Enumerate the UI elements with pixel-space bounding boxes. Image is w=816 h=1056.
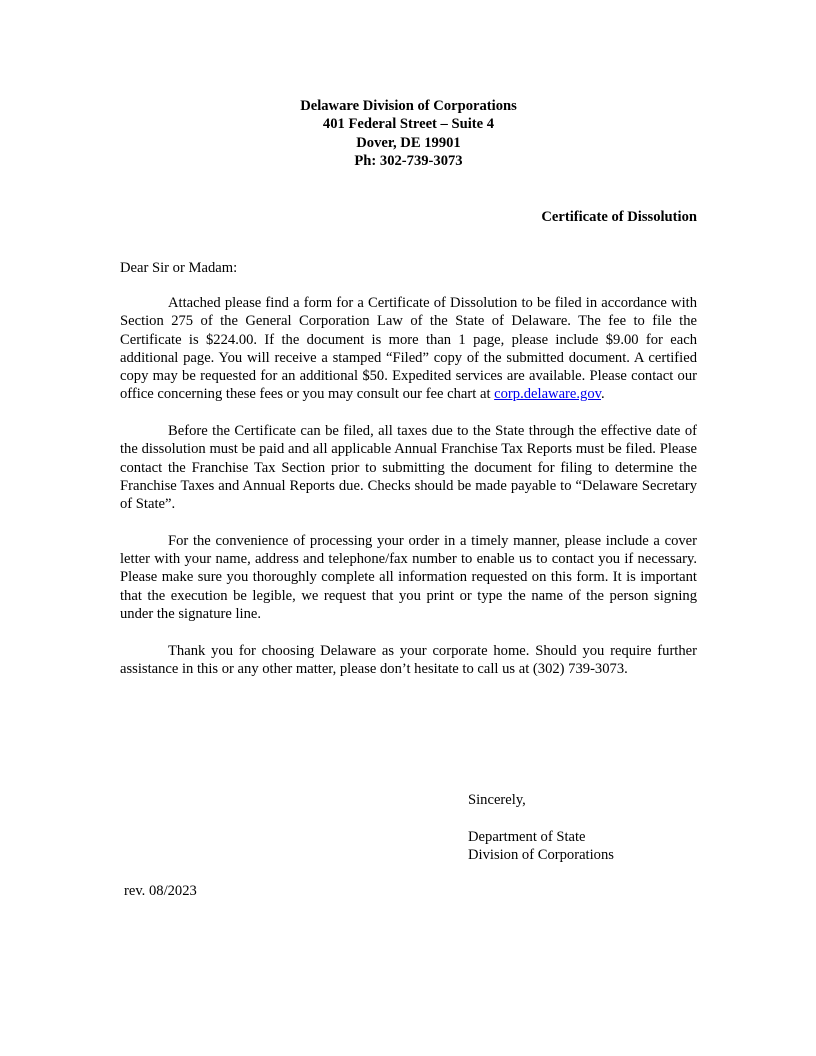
paragraph-fees [120,294,697,404]
paragraph-taxes: Before the Certificate can be filed, all taxes due to the State through the effective date of the dissolution must be paid and all applicable Annual Franchise Tax Reports must be filed. Please contact the Franchise Tax Section prior to submitting the document for filing to determine the Franchise Taxes and Annual Reports due. Checks should be made payable to “Delaware Secretary of State”. [120,423,697,513]
street-address: 401 Federal Street – Suite 4 [322,116,495,133]
sign-off: Sincerely, [468,792,526,808]
city-state-zip: Dover, DE 19901 [356,134,461,151]
letter-body [120,294,697,697]
paragraph-fees-end: . [601,386,605,403]
salutation: Dear Sir or Madam: [120,260,238,276]
org-name: Delaware Division of Corporations [300,98,517,114]
paragraph-thanks: Thank you for choosing Delaware as your corporate home. Should you require further assistance in this or any other matter, please don’t hesitate to call us at (302) 739-3073. [120,642,697,677]
document-title: Certificate of Dissolution [541,209,697,225]
paragraph-processing: For the convenience of processing your order in a timely manner, please include a cover letter with your name, address and telephone/fax number to enable us to contact you if necessary. Please make sure you thoroughly complete all information requested on this form. It is important that the execution be legible, we request that you print or type the name of the person signing under the signature line. [120,532,697,623]
department-name: Department of State [468,828,586,845]
paragraph-fees-text: Attached please find a form for a Certificate of Dissolution to be filed in accordance with Section 275 of the General Corporation Law of the State of Delaware. The fee to file the Certificate is $224.00. If the document is more than 1 page, please include $9.00 for each additional page. You will receive a stamped “Filed” copy of the submitted document. A certified copy may be requested for an additional $50. Expedited services are available. Please contact our office concerning these fees or you may consult our fee chart at [120,295,697,403]
phone-number: Ph: 302-739-3073 [354,152,463,169]
closing-block [468,791,614,864]
fee-chart-link[interactable]: corp.delaware.gov [494,386,601,403]
division-name: Division of Corporations [468,846,614,863]
letterhead [120,97,697,170]
revision-date: rev. 08/2023 [124,883,197,899]
